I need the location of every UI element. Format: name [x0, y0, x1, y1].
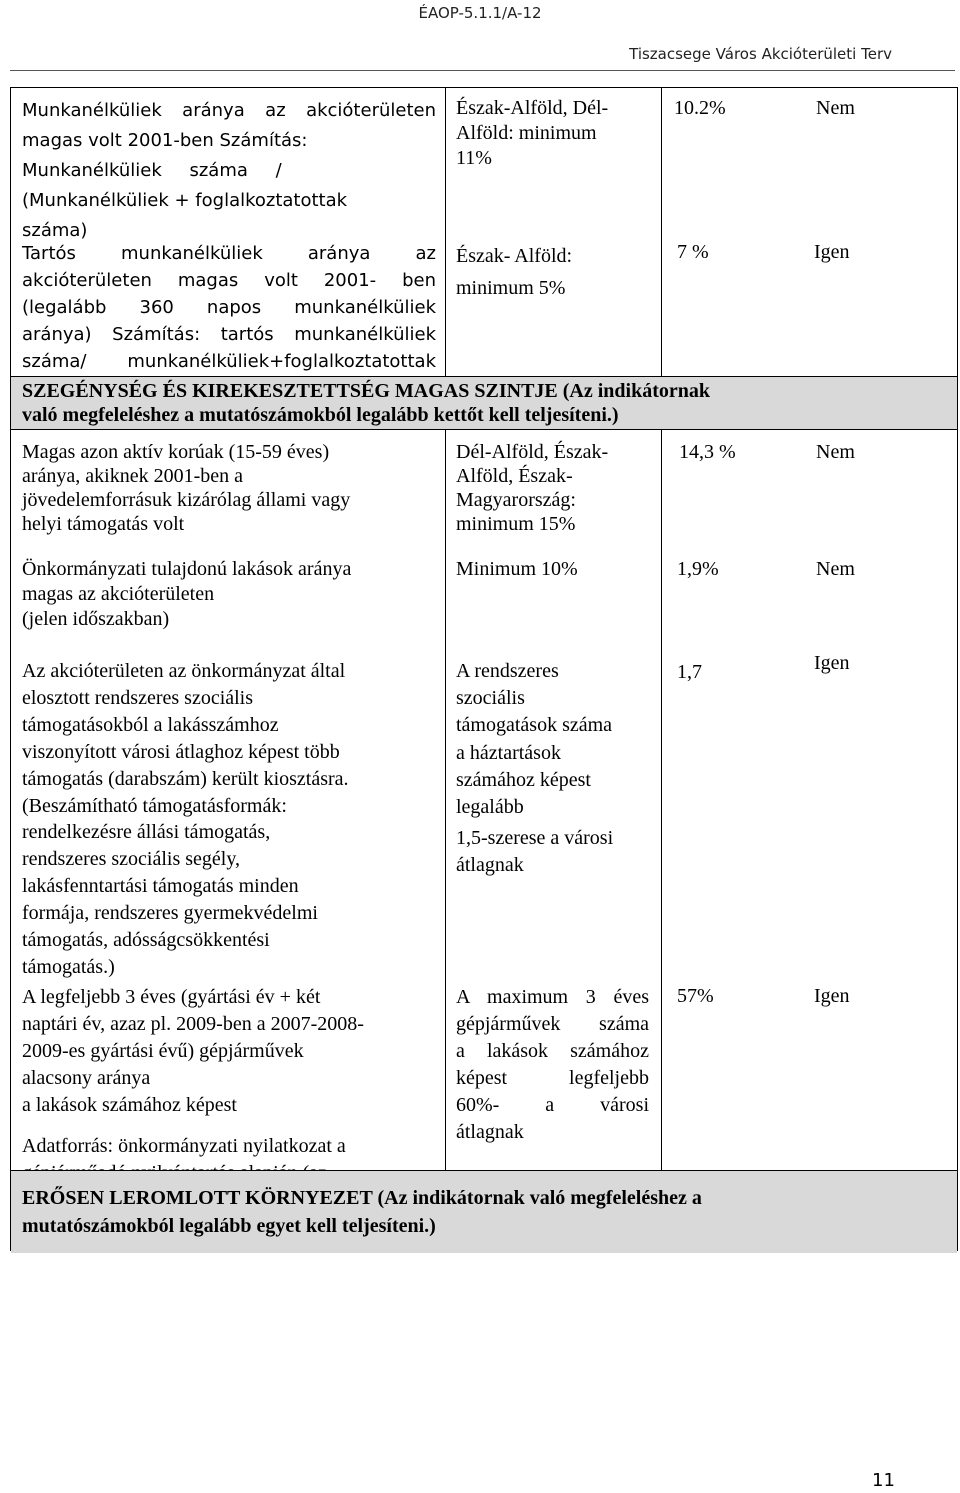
column-divider-1 [445, 88, 446, 1251]
met-new-vehicles: Igen [814, 985, 850, 1007]
criterion-new-vehicles: A legfeljebb 3 éves (gyártási év + két naptári év, azaz pl. 2009-ben a 2007-2008- 2009-es gyártási évű) gépjárművek alacsony aránya a lakások számához képest Adatforrás: önkormányzati nyilatkozat a [22, 986, 364, 1157]
criterion-municipal-housing: Önkormányzati tulajdonú lakások aránya magas az akcióterületen (jelen időszakban) [22, 558, 352, 630]
threshold-state-support-income: Dél-Alföld, Észak- Alföld, Észak- Magyarország: minimum 15% [456, 441, 609, 535]
section-header-poverty: SZEGÉNYSÉG ÉS KIREKESZTETTSÉG MAGAS SZINTJE (Az indikátornak való megfeleléshez a mutatószámokból legalább kettőt kell teljesíteni.) [11, 376, 957, 430]
document-code: ÉAOP-5.1.1/A-12 [418, 4, 542, 22]
value-unemployment-rate: 10.2% [674, 97, 726, 119]
met-state-support-income: Nem [816, 441, 855, 463]
criterion-long-term-unemployment: Tartós munkanélküliek aránya az akcióterületen magas volt 2001- ben (legalább 360 napos munkanélküliek aránya) Számítás: tartós munkanélküliek száma/ munkanélküliek+foglalkoztatottak [22, 243, 436, 372]
header-rule [10, 70, 955, 71]
document-title: Tiszacsege Város Akcióterületi Terv [629, 45, 892, 63]
met-social-support: Igen [814, 652, 850, 674]
value-long-term-unemployment: 7 % [677, 241, 709, 263]
threshold-long-term-unemployment: Észak- Alföld: minimum 5% [456, 245, 573, 299]
met-municipal-housing: Nem [816, 558, 855, 580]
column-divider-2 [661, 88, 662, 1251]
threshold-social-support: A rendszeres szociális támogatások száma a háztartások számához képest legalább 1,5-szerese a városi átlagnak [456, 660, 614, 877]
threshold-unemployment-rate: Észak-Alföld, Dél- Alföld: minimum 11% [456, 97, 609, 169]
value-state-support-income: 14,3 % [679, 441, 736, 463]
value-municipal-housing: 1,9% [677, 558, 719, 580]
indicator-table [10, 87, 958, 1251]
value-new-vehicles: 57% [677, 985, 714, 1007]
criterion-social-support: Az akcióterületen az önkormányzat által elosztott rendszeres szociális támogatásokból a lakásszámhoz viszonyított városi átlaghoz képest több támogatás (darabszám) került kiosztásra. (Beszámítható támogatásformák: rendelkezésre állási támogatás, rendszeres szociális segély, lakásfenntartási támogatás minden formája, rendszeres gyermekvédelmi támogatás, adósságcsökkentési támogatás.) [22, 660, 349, 978]
value-social-support: 1,7 [677, 661, 702, 683]
section-header-degraded-environment: ERŐSEN LEROMLOTT KÖRNYEZET (Az indikátornak való megfeleléshez a mutatószámokból legalább egyet kell teljesíteni.) [11, 1170, 957, 1253]
threshold-municipal-housing: Minimum 10% [456, 558, 578, 580]
criterion-state-support-income: Magas azon aktív korúak (15-59 éves) aránya, akiknek 2001-ben a jövedelemforrásuk kizárólag állami vagy helyi támogatás volt [22, 441, 351, 535]
threshold-new-vehicles: A maximum 3 éves gépjárművek száma a lakások számához képest legfeljebb 60%- a városi átlagnak [456, 986, 649, 1143]
criterion-unemployment-rate: Munkanélküliek aránya az akcióterületen magas volt 2001-ben Számítás: Munkanélküliek száma / (Munkanélküliek + foglalkoztatottak száma) [22, 100, 436, 241]
met-long-term-unemployment: Igen [814, 241, 850, 263]
page-number: 11 [872, 1470, 895, 1491]
met-unemployment-rate: Nem [816, 97, 855, 119]
